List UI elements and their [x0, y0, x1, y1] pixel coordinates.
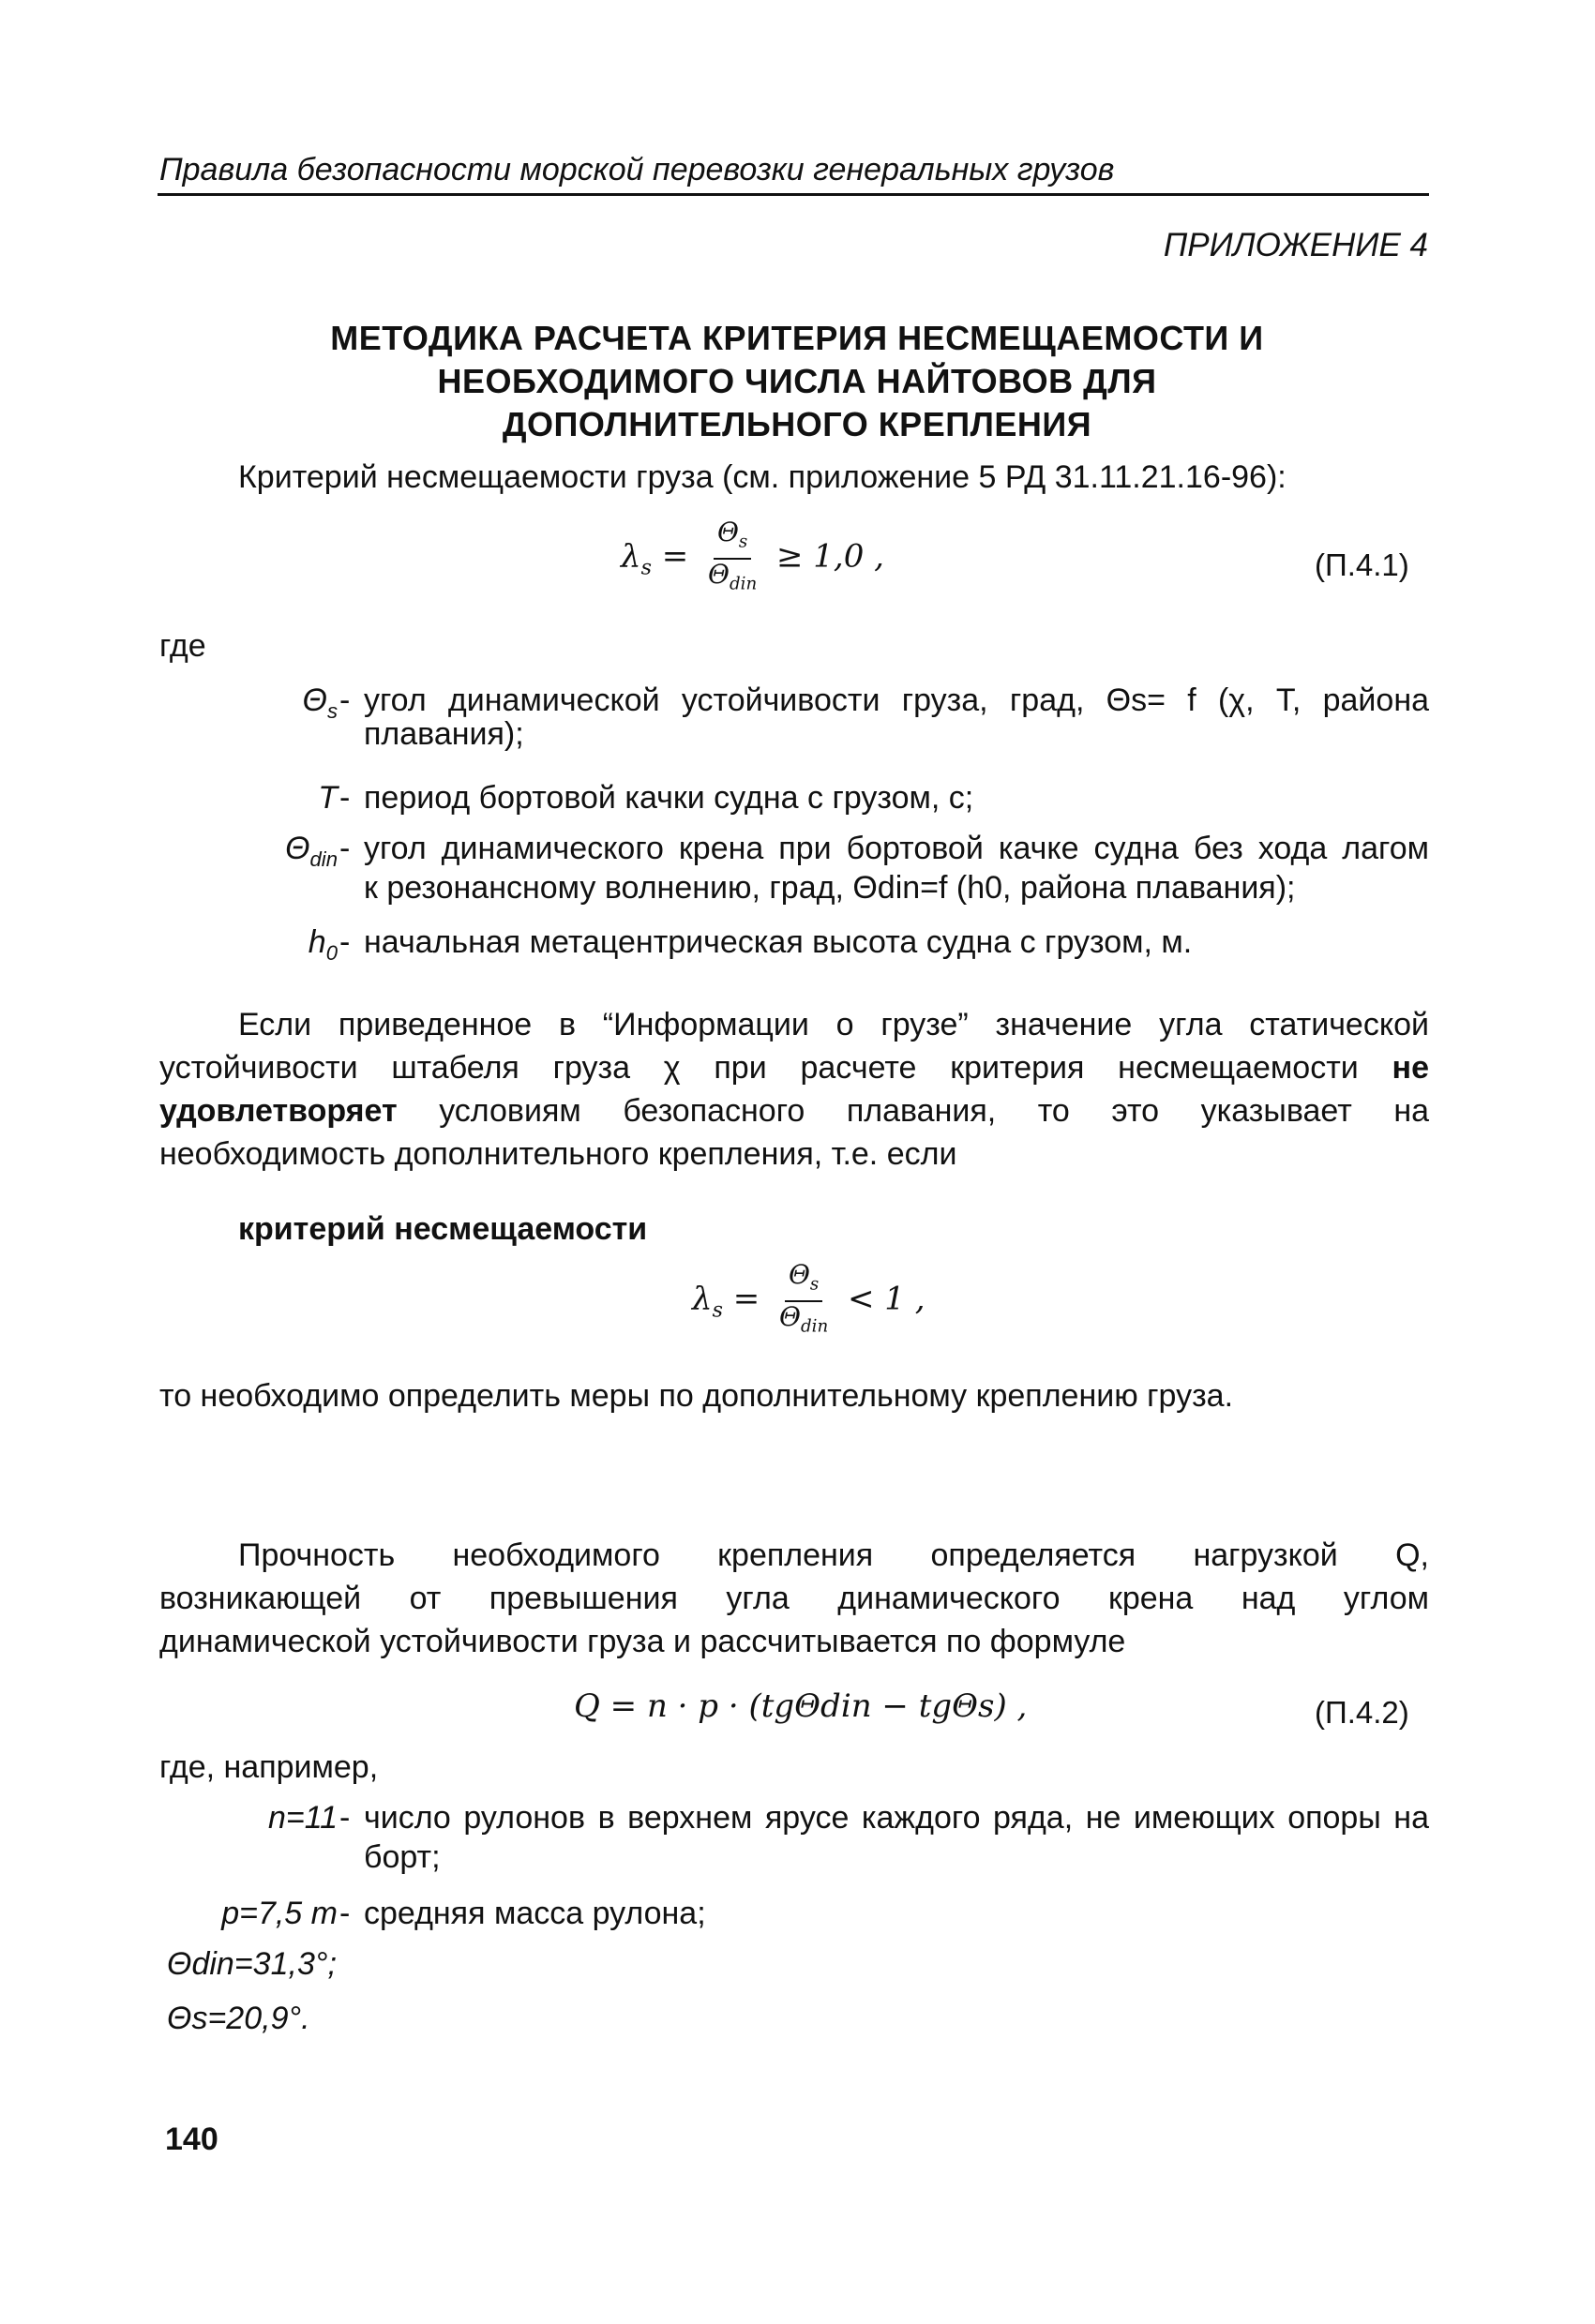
title-line: НЕОБХОДИМОГО ЧИСЛА НАЙТОВОВ ДЛЯ [437, 362, 1157, 400]
definition-item: $\Theta_s$ - угол динамической устойчивости груза, град, Θs= f (χ, T, района плавания); [302, 682, 1429, 752]
example-symbol: p=7,5 т [221, 1896, 338, 1931]
definition-symbol: $\Theta_{din}$ [285, 831, 338, 871]
value-theta-din: Θdin=31,3°; [167, 1946, 337, 1982]
value-theta-s: Θs=20,9°. [167, 2001, 310, 2036]
definition-item: $h_0$ - начальная метацентрическая высота судна с грузом, м. [159, 922, 1429, 966]
formula-condition: $\lambda_s$ = $\frac{\Theta_s}{\Theta_{din}}$ < 1 , [692, 1260, 925, 1342]
formula-criterion: $\lambda_s$ = $\frac{\Theta_s}{\Theta_{din}}$ ≥ 1,0 , [621, 517, 884, 599]
example-item: p=7,5 т - средняя масса рулона; [221, 1896, 706, 1931]
definition-symbol: $h_0$ [308, 924, 338, 965]
title-line: ДОПОЛНИТЕЛЬНОГО КРЕПЛЕНИЯ [502, 405, 1092, 443]
equation-number: (П.4.1) [1315, 547, 1409, 582]
paragraph-conclusion: то необходимо определить меры по дополнительному креплению груза. [159, 1378, 1234, 1414]
definition-item: $\Theta_{din}$ - угол динамического крена при бортовой качке судна без хода лагом к резонансному волнению, град, Θdin=f (h0, района плавания); [285, 831, 1429, 906]
example-symbol: n=11 [267, 1800, 338, 1836]
page-number: 140 [165, 2122, 218, 2157]
section-title [244, 317, 1350, 446]
paragraph-strength: Прочность необходимого крепления определяется нагрузкой Q, возникающей от превышения угла динамического крена над углом динамической устойчивости груза и рассчитывается по формуле [159, 1537, 1429, 1659]
example-item: n=11 - число рулонов в верхнем ярусе каждого ряда, не имеющих опоры на борт; [267, 1800, 1429, 1875]
definition-symbol: $\Theta_s$ [302, 682, 338, 723]
criterion-label: критерий несмещаемости [238, 1211, 648, 1247]
fraction: $\frac{\Theta_s}{\Theta_{din}}$ [779, 1259, 829, 1337]
formula-load: Q = n · p · (tgΘdin − tgΘs) , [574, 1687, 1028, 1725]
appendix-label: ПРИЛОЖЕНИЕ 4 [1163, 227, 1428, 263]
intro-text: Критерий несмещаемости груза (см. приложение 5 РД 31.11.21.16-96): [238, 459, 1287, 495]
equation-number: (П.4.2) [1315, 1695, 1409, 1730]
definition-symbol: T [318, 780, 338, 816]
running-header: Правила безопасности морской перевозки генеральных грузов [159, 152, 1115, 187]
where-label: где [159, 628, 206, 664]
title-line: МЕТОДИКА РАСЧЕТА КРИТЕРИЯ НЕСМЕЩАЕМОСТИ И [330, 319, 1264, 357]
example-label: где, например, [159, 1749, 379, 1785]
paragraph-condition: Если приведенное в “Информации о грузе” значение угла статической устойчивости штабеля груза χ при расчете критерия несмещаемости не удовлетворяет условиям безопасного плавания, то это указывает на необходимость дополнительного крепления, т.е. если [159, 1007, 1430, 1172]
definition-item: T - период бортовой качки судна с грузом, с; [159, 778, 1429, 821]
header-divider [158, 193, 1429, 196]
fraction: $\frac{\Theta_s}{\Theta_{din}}$ [708, 517, 758, 594]
